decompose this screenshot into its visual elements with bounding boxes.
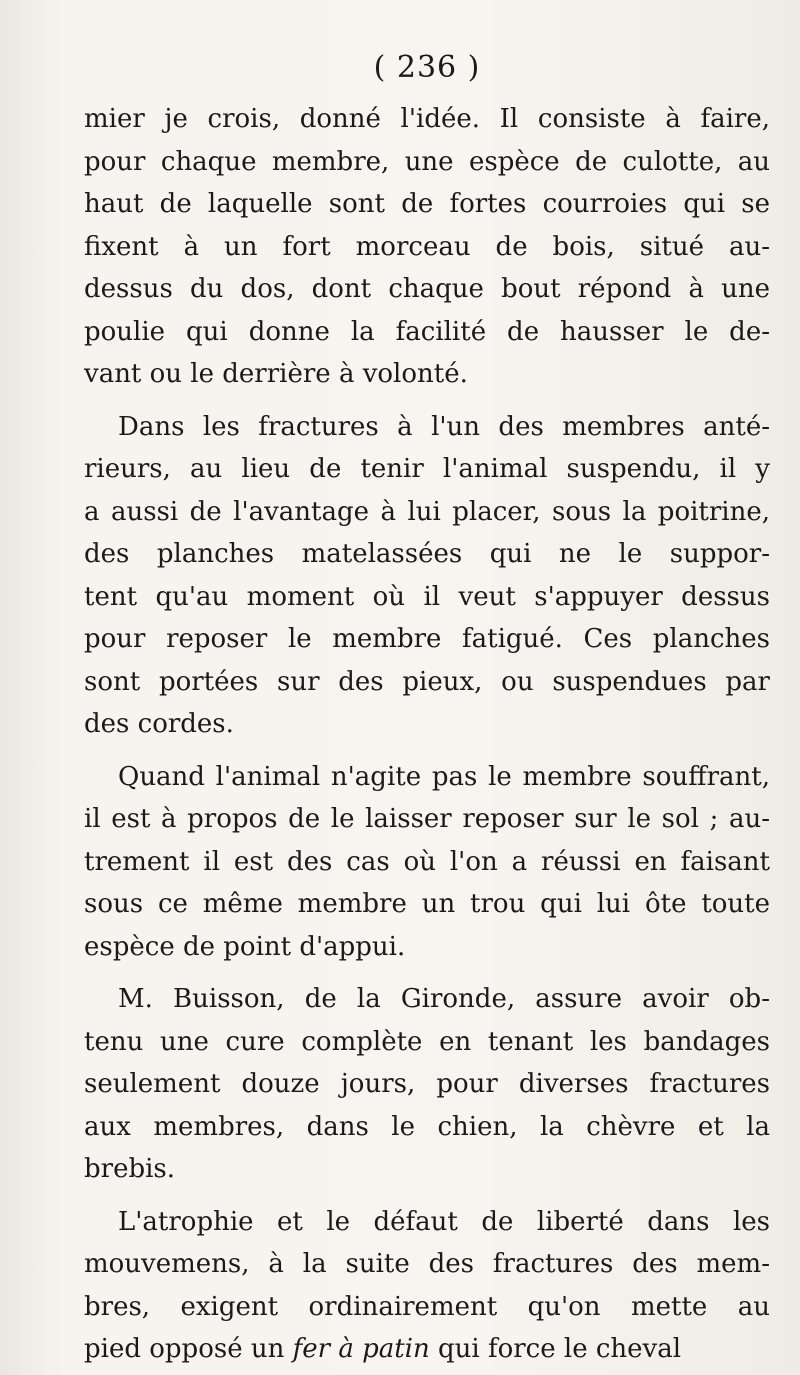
paragraph (84, 756, 770, 969)
text-line (84, 1328, 770, 1371)
paragraph (84, 98, 770, 396)
text-line: rieurs, au lieu de tenir l'animal suspendu, il y (84, 454, 770, 484)
text-line: il est à propos de le laisser reposer sur le sol ; au- (84, 804, 770, 834)
paragraph (84, 1201, 770, 1371)
text-line: trement il est des cas où l'on a réussi en faisant (84, 846, 770, 877)
text-line: vant ou le derrière à volonté. (84, 359, 468, 389)
text-line: mouvemens, à la suite des fractures des mem- (84, 1249, 770, 1279)
text-line: L'atrophie et le défaut de liberté dans les (118, 1206, 770, 1237)
text-line: fixent à un fort morceau de bois, situé au- (84, 231, 770, 262)
text-line: aux membres, dans le chien, la chèvre et la (84, 1111, 770, 1142)
text-line: bres, exigent ordinairement qu'on mette au (84, 1291, 770, 1322)
text-line: pour chaque membre, une espèce de culotte, au (84, 146, 770, 177)
text-line: tent qu'au moment où il veut s'appuyer dessus (84, 581, 770, 612)
text-line: tenu une cure complète en tenant les bandages (84, 1026, 770, 1057)
text-line: dessus du dos, dont chaque bout répond à une (84, 274, 770, 304)
text-line: sont portées sur des pieux, ou suspendues par (84, 666, 770, 697)
text-line: sous ce même membre un trou qui lui ôte toute (84, 889, 770, 919)
italic-term: fer à patin (292, 1334, 430, 1364)
text-line: des planches matelassées qui ne le suppor- (84, 539, 770, 569)
text-line: M. Buisson, de la Gironde, assure avoir ob- (118, 984, 770, 1014)
text-line: des cordes. (84, 709, 234, 739)
text-line: a aussi de l'avantage à lui placer, sous la poitrine, (84, 496, 770, 527)
paragraph (84, 406, 770, 746)
text-fragment: pied opposé un (84, 1334, 293, 1364)
text-line: brebis. (84, 1154, 176, 1184)
body-text (84, 98, 770, 1371)
text-line: poulie qui donne la facilité de hausser le de- (84, 316, 770, 347)
text-line: pour reposer le membre fatigué. Ces planches (84, 624, 770, 654)
text-line: Dans les fractures à l'un des membres anté- (118, 411, 770, 442)
text-line: espèce de point d'appui. (84, 931, 406, 962)
page-number: ( 236 ) (373, 50, 481, 85)
text-fragment: qui force le cheval (429, 1334, 682, 1364)
text-line: seulement douze jours, pour diverses fractures (84, 1069, 770, 1099)
text-line: Quand l'animal n'agite pas le membre souffrant, (118, 761, 770, 792)
text-line: mier je crois, donné l'idée. Il consiste à faire, (84, 104, 770, 134)
text-line: haut de laquelle sont de fortes courroies qui se (84, 189, 770, 219)
paragraph (84, 978, 770, 1191)
